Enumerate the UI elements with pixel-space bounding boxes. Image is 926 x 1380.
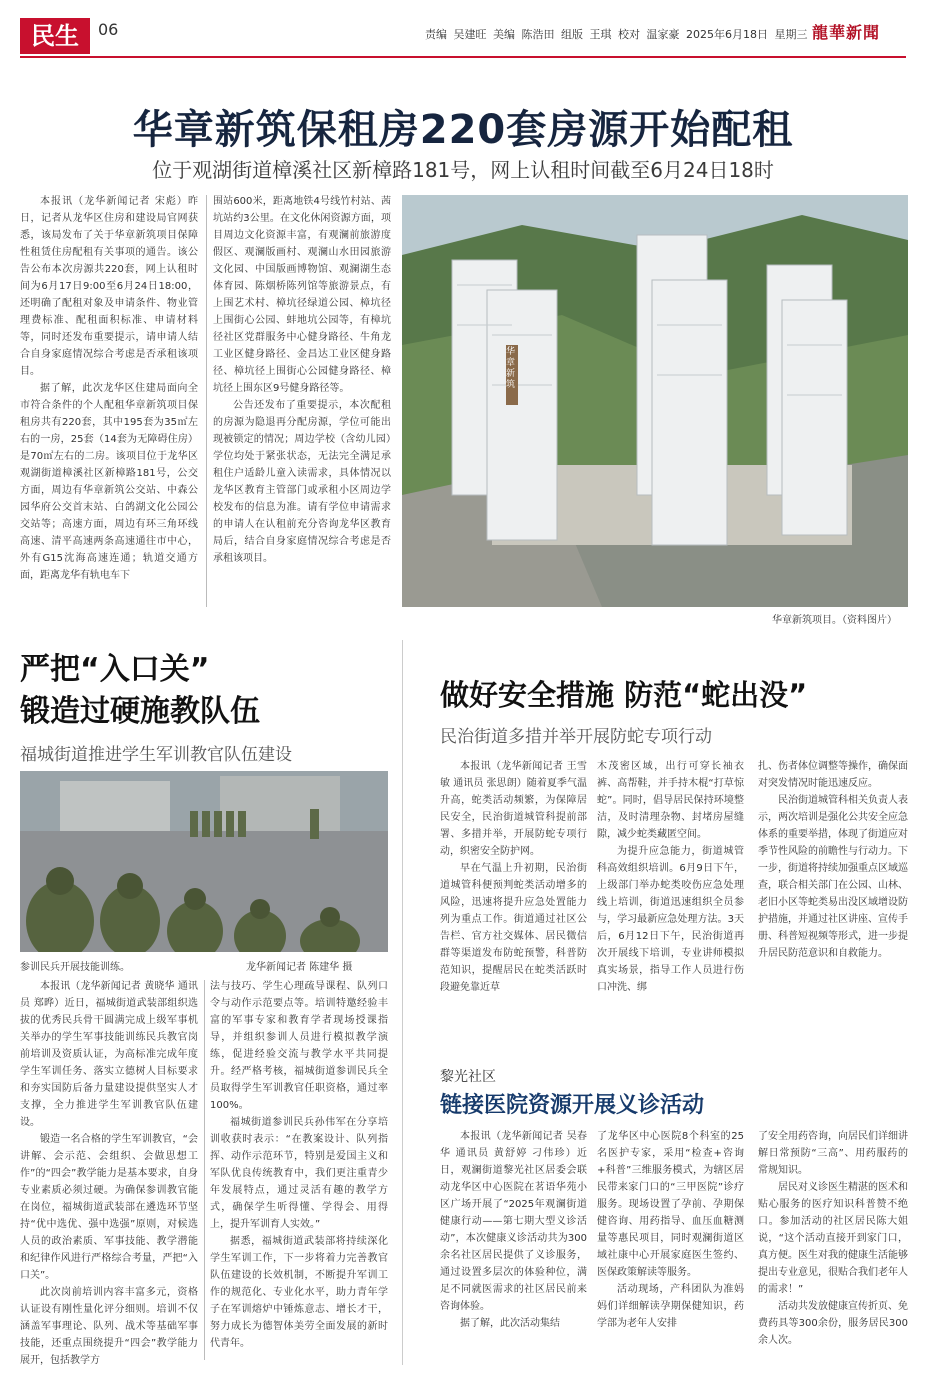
housing-project-photo [402,195,908,607]
story3-title: 做好安全措施 防范“蛇出没” [440,678,808,712]
story4-column-1 [440,1128,587,1365]
building-sign: 华章新筑 [506,347,516,390]
story4-paragraph: 活动共发放健康宣传折页、免费药具等300余份，服务居民300余人次。 [758,1301,908,1346]
story3-paragraph: 木茂密区域，出行可穿长袖衣裤、高帮鞋，并手持木棍“打草惊蛇”。同时，倡导居民保持环境整洁，及时清理杂物、封堵房屋缝隙，减少蛇类藏匿空间。 [597,761,744,840]
story2-title-line-2: 锻造过硬施教队伍 [20,694,260,729]
story1-paragraph: 围站600米，距离地铁4号线竹村站、茜坑站约3公里。在文化休闲资源方面，项目周边文化资源丰富，有观澜前旅游度假区、观澜版画村、观澜山水田园旅游文化园、中国版画博物馆、观澜湖生态体育园、陈烟桥陈列馆等旅游景点，有上围艺术村、樟坑径绿道公园、樟坑径上围街心公园、蚌地坑公园等，有樟坑径社区党群服务中心健身路径、牛角龙工业区健身路径、金昌达工业区健身路径、樟坑径上围街心公园健身路径、樟坑径上围东区9号健身路径等。 [213,196,391,394]
story2-paragraph: 福城街道参训民兵孙伟军在分享培训收获时表示：“在教案设计、队列指挥、动作示范环节，特别是爱国主义和军队优良传统教育中，我们更注重青少年发展特点，通过灵活有趣的教学方式，确保学生听得懂、学得会、用得上，提升军训育人实效。” [210,1117,388,1230]
story4-column-3 [758,1128,908,1365]
story2-column-1 [20,978,198,1365]
story2-column-2 [210,978,388,1365]
editor-credits: 责编 吴建旺 美编 陈浩田 组版 王琪 校对 温家豪 2025年6月18日 星期三 [425,28,808,41]
story4-paragraph: 居民对义诊医生精湛的医术和贴心服务的医疗知识科普赞不绝口。参加活动的社区居民陈大姐说，“这个活动直接开到家门口，真方便。医生对我的健康生活能够提出专业意见，很贴合我们老年人的需求！” [758,1182,908,1295]
story2-paragraph: 法与技巧、学生心理疏导课程、队列口令与动作示范要点等。培训特邀经验丰富的军事专家和教育学者现场授课指导，并组织参训人员进行模拟教学演练，促进经验交流与教学水平共同提升。经严格考核，福城街道参训民兵全员取得学生军训教官任职资格，通过率100%。 [210,981,388,1111]
story4-kicker: 黎光社区 [440,1069,496,1085]
housing-photo-caption: 华章新筑项目。（资料图片） [772,615,897,626]
housing-photo-illustration [402,195,908,607]
training-photo-credit: 龙华新闻记者 陈建华 摄 [246,962,353,973]
story4-paragraph: 活动现场，产科团队为准妈妈们详细解读孕期保健知识，药学部为老年人安排 [597,1284,744,1329]
newspaper-logo: 龍華新聞 [812,23,881,42]
story3-paragraph: 为提升应急能力，街道城管科高效组织培训。6月9日下午，上级部门举办蛇类咬伤应急处理线上培训，街道迅速组织全员参与，学习最新应急处理方法。3天后，6月12日下午，民治街道再次开展线下培训，专业讲师模拟真实场景，指导工作人员进行伤口冲洗、绑 [597,846,744,993]
story3-column-2 [597,758,744,1050]
story2-paragraph: 此次岗前培训内容丰富多元，资格认证设有刚性量化评分细则。培训不仅涵盖军事理论、队列、战术等基础军事技能，还重点围绕提升“四会”教学能力展开，包括教学方 [20,1287,198,1365]
headline-main-subtitle: 位于观湖街道樟溪社区新樟路181号，网上认租时间截至6月24日18时 [152,158,774,182]
story3-subtitle: 民治街道多措并举开展防蛇专项行动 [440,727,712,747]
training-photo-illustration [20,771,388,952]
story1-paragraph: 本报讯（龙华新闻记者 宋彪）昨日，记者从龙华区住房和建设局官网获悉，该局发布了关于华章新筑项目保障性租赁住房配租有关事项的通告。该公告公布本次房源共220套，网上认租时间为6月17日9:00至6月24日18:00，还明确了配租对象及申请条件、物业管理费标准、配租面积标准、申请材料等，同时还发布重要提示，请申请人结合自身家庭情况综合考虑是否承租该项目。 [20,196,198,377]
column-divider [206,195,207,607]
story2-paragraph: 本报讯（龙华新闻记者 黄晓华 通讯员 郑晔）近日，福城街道武装部组织选拔的优秀民兵骨干圆满完成上级军事机关举办的学生军事技能训练民兵教官岗前培训及资质认证，为高标准完成年度学生军训任务、落实立德树人目标要求和夯实国防后备力量建设提供坚实人才支撑，全力推进学生军训教官队伍建设。 [20,981,198,1128]
story1-column-1 [20,193,198,611]
story2-paragraph: 锻造一名合格的学生军训教官，“会讲解、会示范、会组织、会做思想工作”的“四会”教学能力是基本要求，自身专业素质必须过硬。为确保参训教官能在岗位，福城街道武装部在遴选环节坚持“优中选优、强中选强”原则，对候选人员的政治素质、军事技能、教学潜能和纪律作风进行严格综合考量，严把“入口关”。 [20,1134,198,1281]
header-rule [20,56,906,58]
story4-paragraph: 了安全用药咨询，向居民们详细讲解日常预防“三高”、用药服药的常规知识。 [758,1131,908,1176]
story1-paragraph: 据了解，此次龙华区住建局面向全市符合条件的个人配租华章新筑项目保租房共有220套，其中195套为35㎡左右的一房，25套（14套为无障碍住房）是70㎡左右的二房。该项目位于龙华区观湖街道樟溪社区新樟路181号，公交方面，周边有华章新筑公交站、中森公园华府公交首末站、白鸽湖文化公园公交站等；高速方面，周边有环三角环线高速、清平高速两条高速通往市中心，外有G15沈海高速连通；轨道交通方面，距离龙华有轨电车下 [20,383,198,581]
story4-title: 链接医院资源开展义诊活动 [440,1093,705,1118]
story4-paragraph: 据了解，此次活动集结 [460,1318,560,1329]
story2-paragraph: 据悉，福城街道武装部将持续深化学生军训工作，下一步将着力完善教官队伍建设的长效机制，不断提升军训工作的规范化、专业化水平，助力青年学子在军训熔炉中锤炼意志、增长才干，努力成长为德智体美劳全面发展的新时代青年。 [210,1236,388,1349]
story2-title-line-1: 严把“入口关” [20,652,210,687]
page-number: 06 [98,20,119,39]
story4-paragraph: 了龙华区中心医院8个科室的25名医护专家，采用“检查+咨询+科普”三维服务模式，为辖区居民带来家门口的“三甲医院”诊疗服务。现场设置了孕前、孕期保健咨询、用药指导、血压血糖测量等惠民项目，同时观澜街道区域社康中心开展家庭医生签约、医保政策解读等服务。 [597,1131,744,1278]
training-photo-caption: 参训民兵开展技能训练。 [20,962,130,973]
story2-subtitle: 福城街道推进学生军训教官队伍建设 [20,745,292,765]
story3-column-3 [758,758,908,1050]
story3-paragraph: 早在气温上升初期，民治街道城管科便预判蛇类活动增多的风险，迅速将提升应急处置能力列为重点工作。街道通过社区公告栏、官方社交媒体、居民微信群等渠道发布防蛇预警，科普防范知识，提醒居民在蛇类活跃时段避免靠近草 [440,863,587,993]
militia-training-photo [20,771,388,952]
headline-main: 华章新筑保租房220套房源开始配租 [132,107,794,153]
section-tag: 民生 [20,18,90,54]
story4-column-2 [597,1128,744,1365]
story3-column-1 [440,758,587,1050]
story3-paragraph: 民治街道城管科相关负责人表示，两次培训是强化公共安全应急体系的重要举措，体现了街道应对季节性风险的前瞻性与行动力。下一步，街道将持续加强重点区域巡查，联合相关部门在公园、山林、老旧小区等蛇类易出没区域增设防护措施，并通过社区讲座、宣传手册、科普短视频等形式，进一步提升居民防范意识和自救能力。 [758,795,908,959]
story3-paragraph: 本报讯（龙华新闻记者 王雪敏 通讯员 张思朗）随着夏季气温升高，蛇类活动频繁，为保障居民安全，民治街道城管科提前部署、多措并举，开展防蛇专项行动，织密安全防护网。 [440,761,587,857]
story4-paragraph: 本报讯（龙华新闻记者 吴春华 通讯员 黄舒婷 刁伟珍）近日，观澜街道黎光社区居委会联动龙华区中心医院在茗语华苑小区广场开展了“2025年观澜街道健康行动——第七期大型义诊活动”，本次健康义诊活动共为300余名社区居民提供了义诊服务，通过设置多层次的体验种位，满足不同就医需求的社区居民前来咨询体验。 [440,1131,587,1312]
story1-paragraph: 公告还发布了重要提示，本次配租的房源为隐退再分配房源，学位可能出现被锁定的情况；周边学校（含幼儿园）学位均处于紧张状态，无法完全满足承租住户适龄儿童入读需求，具体情况以龙华区教育主管部门或承租小区周边学校发布的信息为准。请有学位申请需求的申请人在认租前充分咨询龙华区教育局后，结合自身家庭情况综合考虑是否承租该项目。 [213,400,391,564]
section-divider [402,640,403,1365]
story3-paragraph: 扎、伤者体位调整等操作，确保面对突发情况时能迅速反应。 [758,761,908,789]
story1-column-2 [213,193,391,611]
column-divider [204,980,205,1360]
